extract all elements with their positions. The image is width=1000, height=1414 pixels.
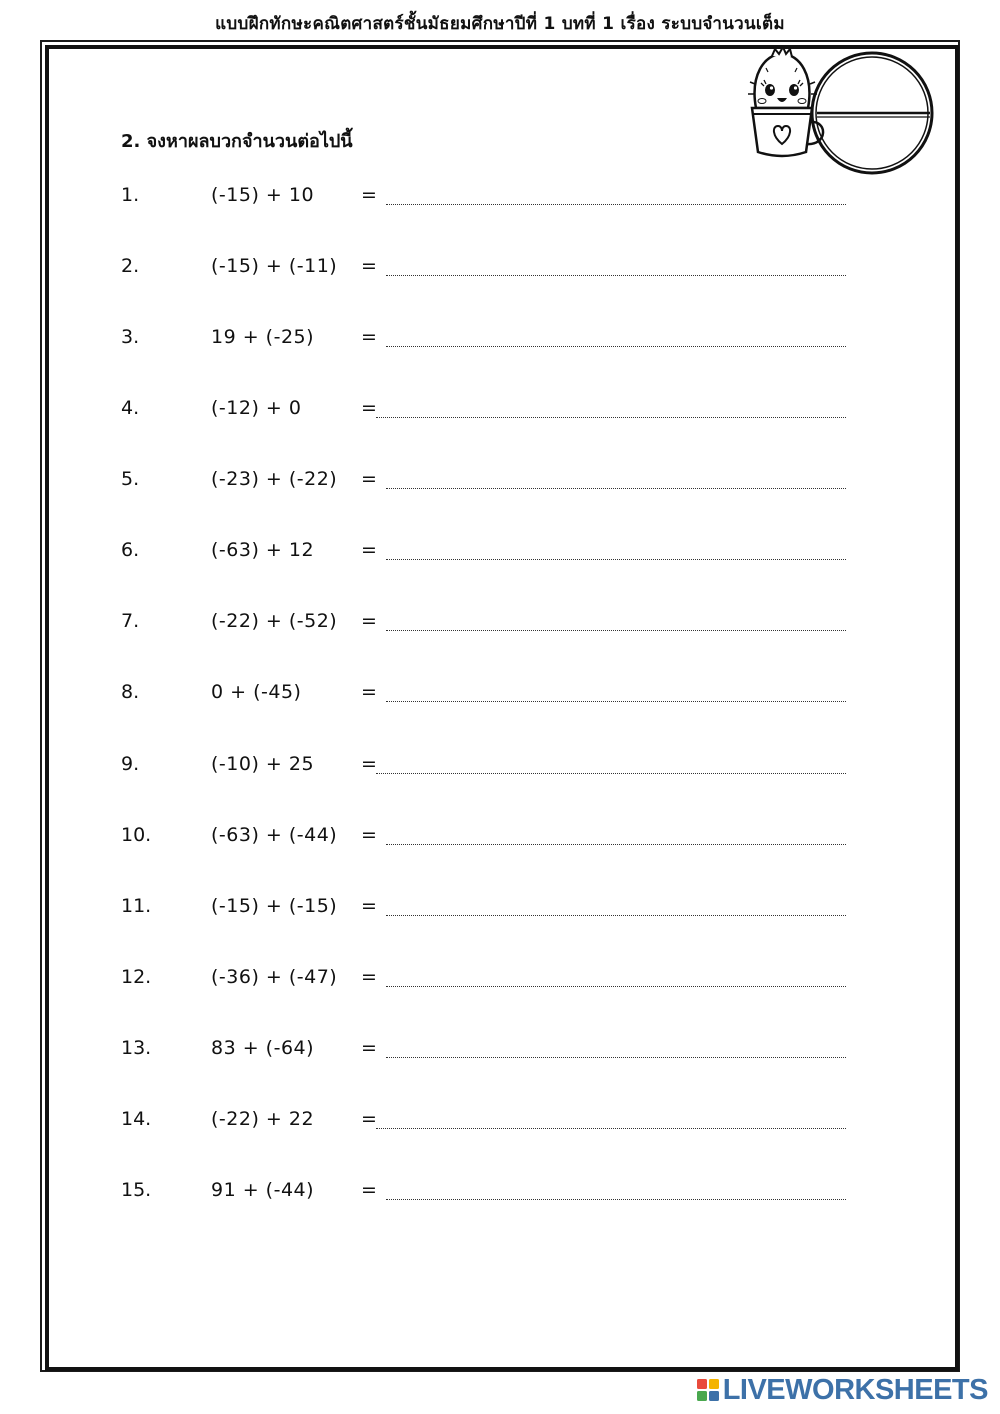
problem-row (0, 602, 1000, 642)
problem-expression: (-12) + 0 (211, 397, 302, 419)
problem-number: 15. (121, 1179, 152, 1201)
equals-sign: = (361, 610, 377, 632)
problem-number: 5. (121, 468, 140, 490)
problem-expression: (-15) + (-15) (211, 895, 338, 917)
problem-expression: (-15) + 10 (211, 184, 315, 206)
answer-line[interactable] (376, 417, 846, 418)
problem-number: 12. (121, 966, 152, 988)
answer-line[interactable] (386, 1199, 846, 1200)
answer-line[interactable] (386, 488, 846, 489)
problem-number: 3. (121, 326, 140, 348)
answer-line[interactable] (386, 1057, 846, 1058)
problem-expression: (-22) + (-52) (211, 610, 338, 632)
problem-number: 10. (121, 824, 152, 846)
problem-row (0, 958, 1000, 998)
answer-line[interactable] (376, 773, 846, 774)
equals-sign: = (361, 966, 377, 988)
problem-row (0, 389, 1000, 429)
answer-line[interactable] (376, 1128, 846, 1129)
equals-sign: = (361, 184, 377, 206)
problem-number: 8. (121, 681, 140, 703)
brand-name: LIVEWORKSHEETS (722, 1373, 988, 1406)
answer-line[interactable] (386, 844, 846, 845)
problem-expression: 91 + (-44) (211, 1179, 315, 1201)
problem-expression: (-63) + (-44) (211, 824, 338, 846)
equals-sign: = (361, 681, 377, 703)
problem-row (0, 1029, 1000, 1069)
equals-sign: = (361, 824, 377, 846)
equals-sign: = (361, 326, 377, 348)
answer-line[interactable] (386, 986, 846, 987)
equals-sign: = (361, 539, 377, 561)
problem-number: 1. (121, 184, 140, 206)
problem-number: 4. (121, 397, 140, 419)
problem-number: 14. (121, 1108, 152, 1130)
answer-line[interactable] (386, 204, 846, 205)
problem-row (0, 1100, 1000, 1140)
problem-expression: 83 + (-64) (211, 1037, 315, 1059)
problem-expression: (-22) + 22 (211, 1108, 315, 1130)
problem-row (0, 887, 1000, 927)
answer-line[interactable] (386, 915, 846, 916)
problem-number: 9. (121, 753, 140, 775)
answer-line[interactable] (386, 559, 846, 560)
equals-sign: = (361, 895, 377, 917)
answer-line[interactable] (386, 701, 846, 702)
problem-row (0, 816, 1000, 856)
problem-row (0, 176, 1000, 216)
problem-expression: (-36) + (-47) (211, 966, 338, 988)
problem-row (0, 247, 1000, 287)
problem-row (0, 745, 1000, 785)
equals-sign: = (361, 397, 377, 419)
problem-number: 6. (121, 539, 140, 561)
problem-number: 11. (121, 895, 152, 917)
equals-sign: = (361, 1179, 377, 1201)
equals-sign: = (361, 753, 377, 775)
equals-sign: = (361, 255, 377, 277)
cactus-cup-icon (742, 46, 942, 176)
answer-line[interactable] (386, 275, 846, 276)
problem-expression: (-63) + 12 (211, 539, 315, 561)
name-circle-badge (812, 53, 932, 173)
problem-expression: (-23) + (-22) (211, 468, 338, 490)
brand-logo[interactable] (697, 1372, 988, 1408)
problem-row (0, 531, 1000, 571)
worksheet-title: แบบฝึกทักษะคณิตศาสตร์ชั้นมัธยมศึกษาปีที่ 1 บทที่ 1 เรื่อง ระบบจำนวนเต็ม (215, 14, 785, 34)
problem-expression: 0 + (-45) (211, 681, 302, 703)
problem-number: 2. (121, 255, 140, 277)
equals-sign: = (361, 1108, 377, 1130)
equals-sign: = (361, 1037, 377, 1059)
equals-sign: = (361, 468, 377, 490)
liveworksheets-badge-icon (697, 1379, 719, 1401)
problem-number: 7. (121, 610, 140, 632)
problem-expression: (-10) + 25 (211, 753, 315, 775)
problem-expression: (-15) + (-11) (211, 255, 338, 277)
problem-number: 13. (121, 1037, 152, 1059)
answer-line[interactable] (386, 630, 846, 631)
problem-row (0, 673, 1000, 713)
problem-expression: 19 + (-25) (211, 326, 315, 348)
problem-row (0, 460, 1000, 500)
problem-row (0, 1171, 1000, 1211)
problem-row (0, 318, 1000, 358)
section-heading: 2. จงหาผลบวกจำนวนต่อไปนี้ (121, 131, 353, 152)
answer-line[interactable] (386, 346, 846, 347)
